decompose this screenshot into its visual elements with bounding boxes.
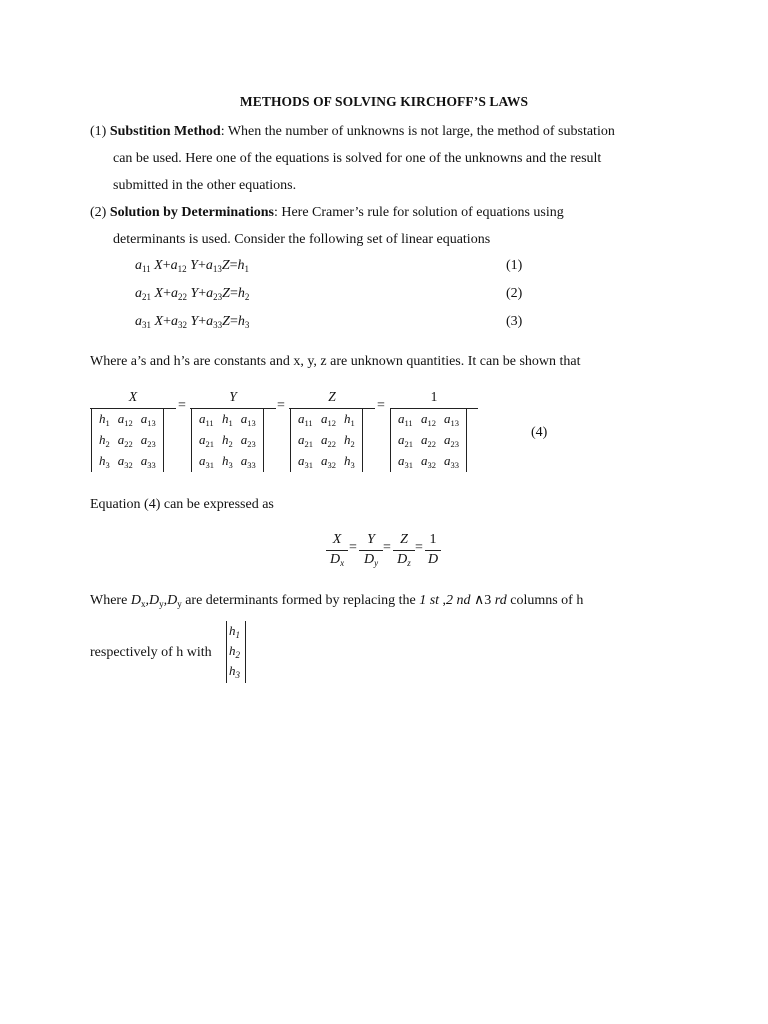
determinant-cell: $a_{13}$	[240, 411, 256, 428]
determinant-cell: $a_{33}$	[140, 453, 156, 470]
determinant-row	[294, 451, 359, 472]
ratio-den-d: D	[427, 552, 439, 567]
h-vector-3: $h_3$	[229, 663, 240, 680]
determinant-cell: $a_{23}$	[140, 432, 156, 449]
item1-line2: can be used. Here one of the equations is solved for one of the unknowns and the result	[113, 151, 602, 166]
equation-1: $a_{11}$ $X+a_{12}$ $Y+a_{13}Z=h_1$	[135, 258, 250, 274]
ratio-bar-4	[425, 550, 441, 551]
ratio-num-y: Y	[367, 532, 375, 547]
determinant-cell: $a_{31}$	[398, 453, 413, 470]
determinant-cell: $a_{32}$	[321, 453, 336, 470]
determinant-cell: $h_1$	[99, 411, 110, 428]
determinant-cell: $a_{32}$	[117, 453, 133, 470]
h-vector-1: $h_1$	[229, 623, 240, 640]
item1-line3: submitted in the other equations.	[113, 178, 297, 193]
determinant-cell: $h_1$	[222, 411, 233, 428]
ratio-bar-3	[393, 550, 415, 551]
determinant-d	[390, 409, 467, 472]
determinant-cell: $a_{22}$	[421, 432, 436, 449]
determinant-cell: $h_2$	[99, 432, 110, 449]
equals-sign-1: =	[178, 398, 186, 413]
where2-end: columns of h	[506, 593, 584, 608]
determinant-cell: $a_{12}$	[321, 411, 336, 428]
determinant-cell: $h_2$	[344, 432, 355, 449]
determinant-row	[394, 451, 463, 472]
ratio-den-x: $D_x$	[329, 552, 345, 568]
expressed-line: Equation (4) can be expressed as	[90, 497, 274, 512]
determinant-cell: $a_{31}$	[199, 453, 214, 470]
ratio-num-x: X	[332, 532, 342, 547]
determinant-cell: $h_2$	[222, 432, 233, 449]
equation-3: $a_{31}$ $X+a_{32}$ $Y+a_{33}Z=h_3$	[135, 314, 250, 330]
determinant-row	[95, 430, 160, 451]
respectively-line: respectively of h with	[90, 645, 212, 660]
h-vector-2: $h_2$	[229, 643, 240, 660]
item2-heading: Solution by Determinations	[109, 205, 274, 220]
ratio-den-y: $D_y$	[363, 552, 379, 568]
determinant-cell: $a_{21}$	[298, 432, 313, 449]
determinant-row	[294, 409, 359, 430]
ratio-equals-1: =	[349, 540, 357, 555]
equation-2-number: (2)	[506, 286, 523, 301]
equals-sign-3: =	[377, 398, 385, 413]
where2-suffix: are determinants formed by replacing the	[181, 593, 420, 608]
item1-number: (1)	[90, 124, 107, 139]
determinant-cell: $a_{11}$	[199, 411, 214, 428]
determinant-row	[195, 451, 260, 472]
determinant-cell: $a_{32}$	[421, 453, 436, 470]
determinant-cell: $a_{22}$	[117, 432, 133, 449]
determinant-cell: $a_{31}$	[298, 453, 313, 470]
determinant-cell: $a_{11}$	[298, 411, 313, 428]
ratio-num-one: 1	[429, 532, 437, 547]
cramer-numerator-x: X	[128, 389, 138, 404]
item2-line1	[90, 204, 564, 222]
where-determinants-line: Where $D_x,D_y,D_y$ are determinants formed by replacing the 1 st ,2 nd ∧3 rd columns of h	[90, 593, 584, 609]
determinant-row	[95, 451, 160, 472]
determinant-row	[195, 430, 260, 451]
equation-1-number: (1)	[506, 258, 523, 273]
determinant-cell: $h_1$	[344, 411, 355, 428]
determinant-cell: $a_{23}$	[240, 432, 256, 449]
determinant-cell: $a_{13}$	[444, 411, 459, 428]
h-vector	[226, 621, 246, 683]
determinant-row	[95, 409, 160, 430]
item1-text1: : When the number of unknowns is not large, the method of substation	[220, 124, 615, 139]
equation-3-number: (3)	[506, 314, 523, 329]
ratio-num-z: Z	[400, 532, 408, 547]
determinant-cell: $h_3$	[222, 453, 233, 470]
cramer-numerator-y: Y	[229, 389, 237, 404]
cramer-numerator-one: 1	[430, 389, 438, 404]
determinant-cell: $a_{22}$	[321, 432, 336, 449]
determinant-cell: $a_{13}$	[140, 411, 156, 428]
page-title: METHODS OF SOLVING KIRCHOFF’S LAWS	[239, 94, 529, 109]
cramer-numerator-z: Z	[328, 389, 336, 404]
ratio-equals-2: =	[383, 540, 391, 555]
item2-text1: : Here Cramer’s rule for solution of equations using	[273, 205, 564, 220]
item2-number: (2)	[90, 205, 107, 220]
determinant-z	[290, 409, 363, 472]
ratio-den-z: $D_z$	[397, 552, 411, 568]
determinant-row	[195, 409, 260, 430]
determinant-row	[394, 409, 463, 430]
item2-line2: determinants is used. Consider the following set of linear equations	[113, 232, 491, 247]
determinant-cell: $a_{21}$	[398, 432, 413, 449]
determinant-cell: $a_{33}$	[240, 453, 256, 470]
ratio-equals-3: =	[415, 540, 423, 555]
determinant-x	[91, 409, 164, 472]
item1-heading: Substition Method	[109, 124, 221, 139]
determinant-cell: $a_{33}$	[444, 453, 459, 470]
determinant-cell: $a_{11}$	[398, 411, 413, 428]
determinant-row	[394, 430, 463, 451]
equals-sign-2: =	[277, 398, 285, 413]
item1-line1	[90, 123, 615, 141]
where-line: Where a’s and h’s are constants and x, y, z are unknown quantities. It can be shown that	[90, 354, 581, 369]
determinant-cell: $a_{12}$	[117, 411, 133, 428]
determinant-cell: $a_{12}$	[421, 411, 436, 428]
ratio-bar-2	[359, 550, 383, 551]
determinant-y	[191, 409, 264, 472]
equation-4-number: (4)	[531, 425, 548, 440]
determinant-cell: $a_{23}$	[444, 432, 459, 449]
equation-2: $a_{21}$ $X+a_{22}$ $Y+a_{23}Z=h_2$	[135, 286, 250, 302]
determinant-cell: $a_{21}$	[199, 432, 214, 449]
determinant-row	[294, 430, 359, 451]
determinant-cell: $h_3$	[99, 453, 110, 470]
determinant-cell: $h_3$	[344, 453, 355, 470]
where2-prefix: Where	[90, 593, 131, 608]
ratio-bar-1	[326, 550, 348, 551]
